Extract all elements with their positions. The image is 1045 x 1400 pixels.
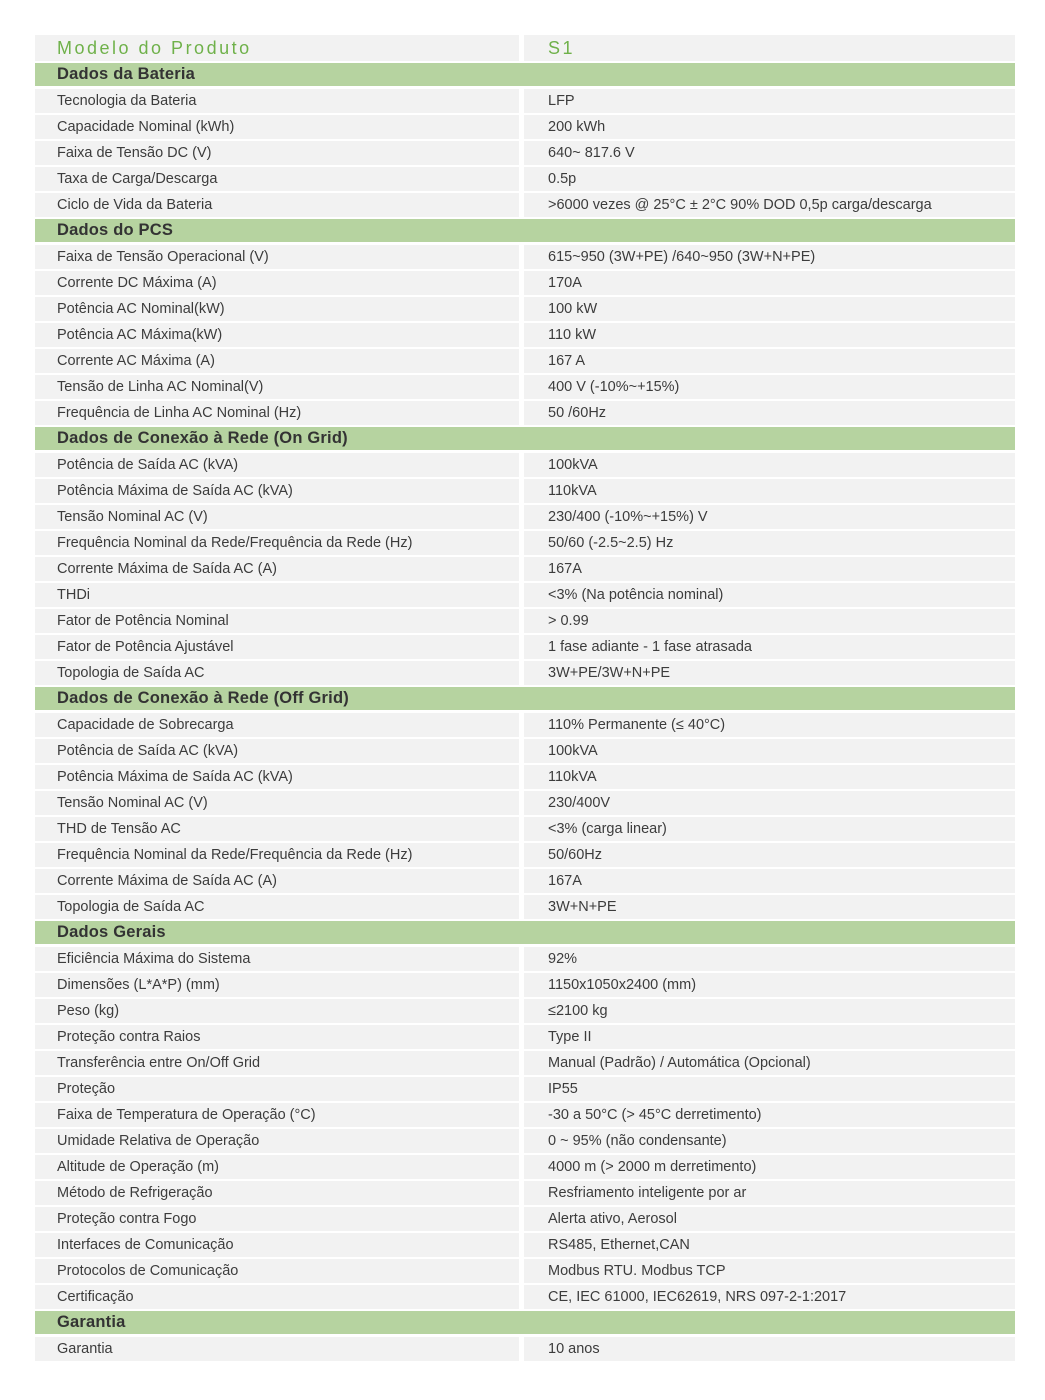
spec-value: 640~ 817.6 V (524, 141, 1015, 165)
spec-label: Potência AC Máxima(kW) (35, 323, 519, 347)
spec-value: <3% (carga linear) (524, 817, 1015, 841)
spec-row (35, 557, 1015, 581)
section-header (35, 921, 1015, 944)
spec-label: Faixa de Temperatura de Operação (°C) (35, 1103, 519, 1127)
spec-value: 3W+PE/3W+N+PE (524, 661, 1015, 685)
spec-row (35, 1129, 1015, 1153)
spec-value: 50/60Hz (524, 843, 1015, 867)
spec-row (35, 1337, 1015, 1361)
spec-row (35, 791, 1015, 815)
spec-row (35, 115, 1015, 139)
spec-value: 10 anos (524, 1337, 1015, 1361)
spec-value: >6000 vezes @ 25°C ± 2°C 90% DOD 0,5p carga/descarga (524, 193, 1015, 217)
spec-row (35, 973, 1015, 997)
spec-value: 110kVA (524, 479, 1015, 503)
spec-value: LFP (524, 89, 1015, 113)
section-header (35, 427, 1015, 450)
section-title: Dados de Conexão à Rede (On Grid) (57, 429, 348, 447)
spec-label: Protocolos de Comunicação (35, 1259, 519, 1283)
spec-row (35, 453, 1015, 477)
spec-row (35, 765, 1015, 789)
spec-label: Potência Máxima de Saída AC (kVA) (35, 765, 519, 789)
spec-value: 50/60 (-2.5~2.5) Hz (524, 531, 1015, 555)
spec-label: Interfaces de Comunicação (35, 1233, 519, 1257)
spec-label: Frequência Nominal da Rede/Frequência da Rede (Hz) (35, 843, 519, 867)
section-title: Dados de Conexão à Rede (Off Grid) (57, 689, 349, 707)
spec-label: Corrente DC Máxima (A) (35, 271, 519, 295)
spec-label: Peso (kg) (35, 999, 519, 1023)
spec-value: 200 kWh (524, 115, 1015, 139)
spec-value: Resfriamento inteligente por ar (524, 1181, 1015, 1205)
spec-row (35, 947, 1015, 971)
spec-label: Fator de Potência Nominal (35, 609, 519, 633)
spec-value: 1 fase adiante - 1 fase atrasada (524, 635, 1015, 659)
spec-row (35, 505, 1015, 529)
spec-row (35, 1259, 1015, 1283)
spec-value: 3W+N+PE (524, 895, 1015, 919)
spec-row (35, 661, 1015, 685)
spec-label: Topologia de Saída AC (35, 895, 519, 919)
spec-row (35, 895, 1015, 919)
spec-row (35, 479, 1015, 503)
spec-value: 100 kW (524, 297, 1015, 321)
spec-row (35, 1025, 1015, 1049)
section-header (35, 1311, 1015, 1334)
product-spec-table (35, 35, 1015, 1363)
spec-label: Frequência de Linha AC Nominal (Hz) (35, 401, 519, 425)
model-value-cell (524, 35, 1015, 61)
spec-label: Tensão Nominal AC (V) (35, 505, 519, 529)
section-title: Dados Gerais (57, 923, 166, 941)
spec-row (35, 1207, 1015, 1231)
spec-label: Capacidade Nominal (kWh) (35, 115, 519, 139)
spec-value: -30 a 50°C (> 45°C derretimento) (524, 1103, 1015, 1127)
spec-row (35, 193, 1015, 217)
spec-row (35, 1051, 1015, 1075)
spec-value: 230/400V (524, 791, 1015, 815)
spec-row (35, 349, 1015, 373)
spec-value: 615~950 (3W+PE) /640~950 (3W+N+PE) (524, 245, 1015, 269)
spec-value: IP55 (524, 1077, 1015, 1101)
spec-value: 0 ~ 95% (não condensante) (524, 1129, 1015, 1153)
spec-value: 170A (524, 271, 1015, 295)
spec-value: Alerta ativo, Aerosol (524, 1207, 1015, 1231)
product-model-label: Modelo do Produto (57, 37, 252, 58)
spec-row (35, 999, 1015, 1023)
spec-label: Capacidade de Sobrecarga (35, 713, 519, 737)
spec-value: 400 V (-10%~+15%) (524, 375, 1015, 399)
spec-row (35, 89, 1015, 113)
spec-value: 167A (524, 869, 1015, 893)
section-title: Dados da Bateria (57, 65, 195, 83)
spec-row (35, 869, 1015, 893)
spec-row (35, 609, 1015, 633)
spec-label: Tensão Nominal AC (V) (35, 791, 519, 815)
spec-value: 4000 m (> 2000 m derretimento) (524, 1155, 1015, 1179)
spec-value: 0.5p (524, 167, 1015, 191)
model-header-cell (35, 35, 519, 61)
spec-row (35, 375, 1015, 399)
spec-label: Umidade Relativa de Operação (35, 1129, 519, 1153)
spec-label: Faixa de Tensão Operacional (V) (35, 245, 519, 269)
spec-label: Eficiência Máxima do Sistema (35, 947, 519, 971)
spec-label: Potência de Saída AC (kVA) (35, 739, 519, 763)
spec-label: Ciclo de Vida da Bateria (35, 193, 519, 217)
spec-label: Certificação (35, 1285, 519, 1309)
model-header-row (35, 35, 1015, 61)
spec-value: ≤2100 kg (524, 999, 1015, 1023)
spec-label: Garantia (35, 1337, 519, 1361)
spec-row (35, 401, 1015, 425)
spec-row (35, 843, 1015, 867)
spec-label: Potência de Saída AC (kVA) (35, 453, 519, 477)
spec-row (35, 1181, 1015, 1205)
spec-label: Dimensões (L*A*P) (mm) (35, 973, 519, 997)
spec-row (35, 271, 1015, 295)
spec-label: Transferência entre On/Off Grid (35, 1051, 519, 1075)
spec-value: <3% (Na potência nominal) (524, 583, 1015, 607)
spec-value: 110 kW (524, 323, 1015, 347)
spec-value: > 0.99 (524, 609, 1015, 633)
spec-label: Fator de Potência Ajustável (35, 635, 519, 659)
spec-value: 167A (524, 557, 1015, 581)
spec-label: Tensão de Linha AC Nominal(V) (35, 375, 519, 399)
spec-label: Corrente Máxima de Saída AC (A) (35, 557, 519, 581)
spec-value: 92% (524, 947, 1015, 971)
spec-label: Proteção contra Raios (35, 1025, 519, 1049)
spec-value: RS485, Ethernet,CAN (524, 1233, 1015, 1257)
section-title: Dados do PCS (57, 221, 174, 239)
spec-row (35, 323, 1015, 347)
spec-row (35, 739, 1015, 763)
spec-value: 167 A (524, 349, 1015, 373)
spec-row (35, 245, 1015, 269)
spec-label: THDi (35, 583, 519, 607)
spec-value: 110% Permanente (≤ 40°C) (524, 713, 1015, 737)
spec-value: 230/400 (-10%~+15%) V (524, 505, 1015, 529)
spec-value: 100kVA (524, 739, 1015, 763)
section-header (35, 63, 1015, 86)
spec-label: Frequência Nominal da Rede/Frequência da Rede (Hz) (35, 531, 519, 555)
spec-label: Taxa de Carga/Descarga (35, 167, 519, 191)
spec-label: THD de Tensão AC (35, 817, 519, 841)
spec-row (35, 1233, 1015, 1257)
spec-label: Topologia de Saída AC (35, 661, 519, 685)
spec-value: 1150x1050x2400 (mm) (524, 973, 1015, 997)
spec-row (35, 1077, 1015, 1101)
section-header (35, 687, 1015, 710)
spec-row (35, 583, 1015, 607)
spec-label: Proteção contra Fogo (35, 1207, 519, 1231)
spec-row (35, 167, 1015, 191)
spec-label: Potência AC Nominal(kW) (35, 297, 519, 321)
spec-row (35, 713, 1015, 737)
spec-value: 110kVA (524, 765, 1015, 789)
section-title: Garantia (57, 1313, 126, 1331)
spec-label: Potência Máxima de Saída AC (kVA) (35, 479, 519, 503)
spec-label: Corrente AC Máxima (A) (35, 349, 519, 373)
section-header (35, 219, 1015, 242)
spec-value: 100kVA (524, 453, 1015, 477)
spec-row (35, 1155, 1015, 1179)
spec-row (35, 817, 1015, 841)
spec-label: Faixa de Tensão DC (V) (35, 141, 519, 165)
spec-value: Type II (524, 1025, 1015, 1049)
spec-row (35, 635, 1015, 659)
spec-label: Tecnologia da Bateria (35, 89, 519, 113)
spec-label: Método de Refrigeração (35, 1181, 519, 1205)
spec-value: Manual (Padrão) / Automática (Opcional) (524, 1051, 1015, 1075)
spec-row (35, 141, 1015, 165)
spec-row (35, 297, 1015, 321)
spec-value: CE, IEC 61000, IEC62619, NRS 097-2-1:2017 (524, 1285, 1015, 1309)
spec-label: Corrente Máxima de Saída AC (A) (35, 869, 519, 893)
spec-row (35, 1103, 1015, 1127)
spec-label: Altitude de Operação (m) (35, 1155, 519, 1179)
spec-row (35, 531, 1015, 555)
spec-sections (35, 63, 1015, 1361)
spec-row (35, 1285, 1015, 1309)
product-model-value: S1 (548, 37, 576, 58)
spec-value: 50 /60Hz (524, 401, 1015, 425)
spec-value: Modbus RTU. Modbus TCP (524, 1259, 1015, 1283)
spec-label: Proteção (35, 1077, 519, 1101)
